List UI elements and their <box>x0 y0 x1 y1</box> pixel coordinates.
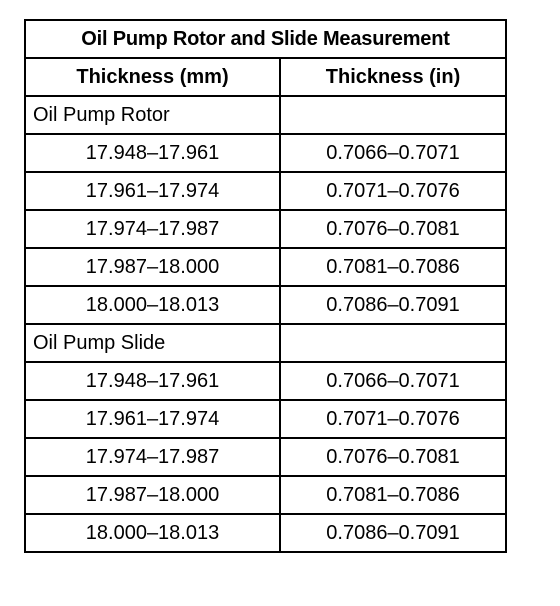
table-row <box>25 476 506 514</box>
header-row <box>25 58 506 96</box>
thickness-mm-cell: 17.961–17.974 <box>25 172 280 210</box>
table-row <box>25 210 506 248</box>
thickness-in-cell: 0.7086–0.7091 <box>280 286 506 324</box>
section-empty-cell <box>280 96 506 134</box>
thickness-in-cell: 0.7071–0.7076 <box>280 400 506 438</box>
column-header-in: Thickness (in) <box>280 58 506 96</box>
thickness-in-cell: 0.7066–0.7071 <box>280 134 506 172</box>
section-row-rotor <box>25 96 506 134</box>
table-row <box>25 134 506 172</box>
thickness-in-cell: 0.7081–0.7086 <box>280 248 506 286</box>
section-label-slide: Oil Pump Slide <box>25 324 280 362</box>
section-row-slide <box>25 324 506 362</box>
thickness-mm-cell: 17.948–17.961 <box>25 134 280 172</box>
thickness-in-cell: 0.7071–0.7076 <box>280 172 506 210</box>
thickness-mm-cell: 17.961–17.974 <box>25 400 280 438</box>
column-header-mm: Thickness (mm) <box>25 58 280 96</box>
thickness-in-cell: 0.7086–0.7091 <box>280 514 506 552</box>
thickness-mm-cell: 17.987–18.000 <box>25 248 280 286</box>
thickness-mm-cell: 17.948–17.961 <box>25 362 280 400</box>
section-empty-cell <box>280 324 506 362</box>
thickness-mm-cell: 17.974–17.987 <box>25 210 280 248</box>
table-row <box>25 438 506 476</box>
title-row <box>25 20 506 58</box>
table-row <box>25 400 506 438</box>
thickness-in-cell: 0.7066–0.7071 <box>280 362 506 400</box>
table-row <box>25 514 506 552</box>
table-row <box>25 362 506 400</box>
table-title: Oil Pump Rotor and Slide Measurement <box>25 20 506 58</box>
thickness-mm-cell: 18.000–18.013 <box>25 286 280 324</box>
table-row <box>25 172 506 210</box>
thickness-mm-cell: 17.974–17.987 <box>25 438 280 476</box>
thickness-mm-cell: 17.987–18.000 <box>25 476 280 514</box>
table-row <box>25 248 506 286</box>
thickness-mm-cell: 18.000–18.013 <box>25 514 280 552</box>
section-label-rotor: Oil Pump Rotor <box>25 96 280 134</box>
table-row <box>25 286 506 324</box>
measurement-table <box>24 19 507 553</box>
thickness-in-cell: 0.7081–0.7086 <box>280 476 506 514</box>
thickness-in-cell: 0.7076–0.7081 <box>280 438 506 476</box>
thickness-in-cell: 0.7076–0.7081 <box>280 210 506 248</box>
